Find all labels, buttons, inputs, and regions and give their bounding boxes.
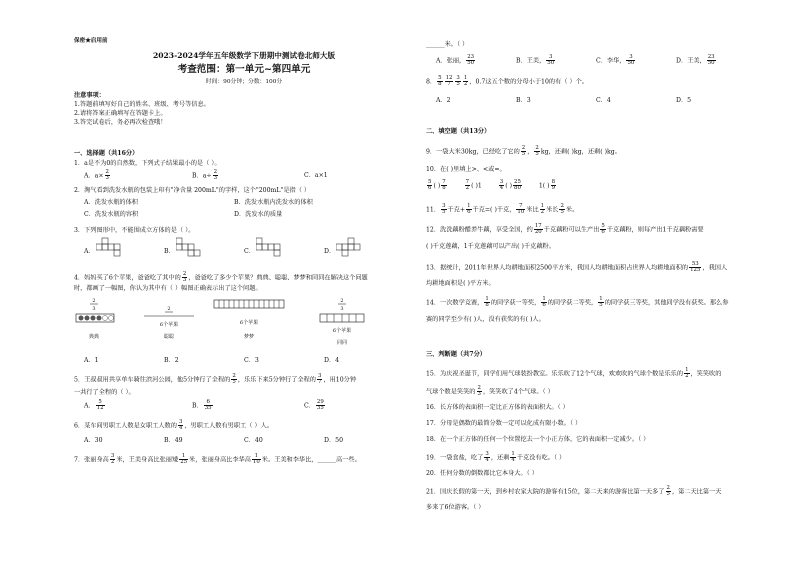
q2-option-b: B．洗发水瓶内洗发水的体积 [234,199,313,206]
q1-option-a: A．a× $\frac{2}{3}$ [84,169,109,182]
q5-option-a: A． $\frac{5}{12}$ [84,399,104,412]
q8-option-b: B．3 [516,97,531,104]
time-score: 时间：90分钟；分数：100分 [205,79,283,85]
question-14-cont: 赛的同学至少有( )人，没有获奖的有( )人。 [426,316,545,323]
note-item: 2.请将答案正确填写在答题卡上。 [74,110,167,117]
left-column [74,0,414,562]
q4-option-c: C．3 [244,357,259,364]
q3-option-a: A． [84,248,95,255]
section-title: 三、判断题（共7分） [426,351,486,358]
q1-option-c: C．a×1 [304,172,328,179]
q4-option-a: A．1 [84,357,99,364]
question-4-cont: 时，都画了一幅图，你认为其中有（ ）幅图正确表示出了这个问题。 [74,285,262,292]
q1-option-b: B．a÷ $\frac{2}{3}$ [192,169,218,182]
question-6: 6．某车间男职工人数是女职工人数的 $\frac{3}{4}$ ，男职工人数有男职工（ ）人。 [74,419,273,432]
exam-subtitle: 考查范围：第一单元~第四单元 [177,64,311,75]
q4-label-meng: 梦梦 [243,334,255,340]
q7-option-a: A．张丽， $\frac{23}{50}$ [436,54,475,67]
question-2: 2．淘气看到洗发水瓶的包装上印有"净含量 200mL"的字样，这个"200mL"是指（ ） [74,187,311,194]
question-18: 18．在一个正方体的任何一个位置挖去一个小正方体，它的表面积一定减少。（ ） [426,436,650,443]
svg-text:2: 2 [340,298,344,304]
question-7-cont: ______米。（ ） [426,41,469,48]
question-9: 9．一袋大米30kg，已经吃了它的 $\frac{2}{5}$ ， $\frac{2}{5}$ kg，还剩( )kg，还剩( )kg。 [426,145,621,158]
q4-option-b: B．2 [164,357,179,364]
q10-compare-row: $\frac{5}{6}$ ( ) $\frac{7}{8}$ $\frac{7}{2}$ ( )1 $\frac{3}{4}$ ( ) $\frac{25}{80}$ 1( ) $\frac{8}{9}$ [428,179,556,192]
q6-option-b: B．49 [164,437,183,444]
q4-label-cong: 聪聪 [163,334,175,340]
question-4: 4．妈妈买了6个苹果，爸爸吃了其中的 $\frac{2}{3}$ ，爸爸吃了多少个苹果？典典、聪聪、梦梦和同同在解决这个问题 [74,271,368,284]
question-12-cont: ( )千克莲藕，1千克莲藕可以产出( )千克藕粉。 [426,243,555,250]
q7-option-c: C．李华， $\frac{3}{50}$ [596,54,635,67]
q2-option-a: A．洗发水瓶的体积 [84,199,138,206]
question-5-cont: 一共行了全程的（ ）。 [74,389,135,396]
q7-option-b: B．王美， $\frac{3}{50}$ [516,54,555,67]
question-10: 10．在( )里填上>、<或=。 [426,166,506,173]
question-17: 17．分母是偶数的最简分数一定可以化成有限小数。（ ） [426,420,582,427]
q4-diagrams [74,294,414,354]
q2-option-d: D．洗发水的质量 [234,211,283,218]
question-16: 16．长方体的表面积一定比正方体的表面积大。（ ） [426,404,569,411]
question-7: 7．张丽身高 $\frac{3}{2}$ 米，王美身高比张丽矮 $\frac{1}{25}$ 米，张丽身高比李华高 $\frac{1}{10}$ 米。王美和李华比，______高一些。 [74,453,361,466]
question-19: 19．一袋食盐，吃了 $\frac{3}{4}$ ，还剩 $\frac{1}{4}$ 千克没有吃。（ ） [426,451,566,464]
question-15-cont: 气球个数是笑笑的 $\frac{2}{3}$ ，笑笑吹了4个气球。（ ） [426,385,554,398]
section-title: 一、选择题（共16分） [74,150,139,157]
right-column [426,0,766,562]
svg-text:2: 2 [92,298,96,304]
q4-caption: 6个苹果 [239,320,259,326]
q6-option-a: A．30 [84,437,103,444]
question-21-cont: 多来了6位游客。（ ） [426,504,485,511]
q3-option-d: D． [324,248,336,255]
q6-option-d: D．50 [324,437,344,444]
question-14: 14．一次数学竞赛， $\frac{1}{8}$ 的同学获一等奖， $\frac{1}{6}$ 的同学获二等奖， $\frac{1}{5}$ 的同学获三等奖，其他同学没有获奖。那么参 [426,296,729,309]
q8-option-c: C．4 [596,97,611,104]
q4-caption: 6个苹果 [159,322,179,328]
svg-text:2: 2 [167,306,171,312]
q3-option-c: C． [244,248,255,255]
q4-label-tong: 同同 [336,340,348,346]
q6-option-c: C．40 [244,437,263,444]
q4-option-d: D．4 [324,357,340,364]
secret-label: 保密★启用前 [74,38,108,44]
question-20: 20．任何分数的倒数都比它本身大。（ ） [426,470,538,477]
question-12: 12．洗洗藕粉醋养牛藕，享受全国，约 $\frac{17}{20}$ 千克藕粉可以生产出 $\frac{5}{6}$ 千克藕粉，则每产出1千克藕粉需要 [426,223,704,236]
cube-net-c [256,236,296,266]
q7-option-d: D．王美， $\frac{23}{50}$ [676,54,715,67]
q4-caption: 6个苹果 [332,328,352,334]
question-8: 8． $\frac{5}{8}$ $\frac{12}{7}$ $\frac{3}{5}$ $\frac{1}{2}$ ，0.7这五个数的分母小于10的有（ ）个。 [426,75,588,88]
notes-title: 注意事项： [74,92,105,99]
question-11: 11． $\frac{3}{5}$ 千克+ $\frac{1}{6}$ 千克=( )千克， $\frac{7}{10}$ 米比 $\frac{1}{2}$ 米长 $\frac{2}{5}$ 米。 [426,203,579,216]
question-21: 21．国庆长假的第一天，到乡村农家大院的游客有15位，第二天来的游客比第一天多了 $\frac{2}{5}$ ，第二天比第一天 [426,485,722,498]
cube-net-b [176,236,216,266]
question-1: 1．a是不为0的自然数，下列式子结果最小的是（ ）。 [74,160,221,167]
q8-option-a: A．2 [436,97,451,104]
svg-text:3: 3 [340,306,344,312]
question-3: 3．下列图形中，不能围成立方体的是（ ）。 [74,227,195,234]
note-item: 1.答题前填写好自己的姓名、班级、考号等信息。 [74,101,210,108]
cube-net-a [96,236,136,266]
question-5: 5．王叔叔用共享单车骑往滨河公园，他5分钟行了全程的 $\frac{2}{5}$ ，乐乐下来5分钟行了全程的 $\frac{3}{7}$ ，用10分钟 [74,373,357,386]
cube-net-d [336,236,376,266]
question-13: 13．据统计，2011年世界人均耕地面积2500平方米，我国人均耕地面积占世界人均耕地面积的 $\frac{53}{125}$ ，我国人 [426,261,728,274]
question-13-cont: 均耕地面积是( )平方米。 [426,280,495,287]
question-15: 15．为庆祝圣诞节，同学们用气球装扮教室。乐乐吹了12个气球，欢欢吹的气球个数是乐乐的 $\frac{1}{2}$ ，笑笑吹的 [426,367,722,380]
q2-option-c: C．洗发水瓶的容积 [84,211,139,218]
q8-option-d: D．5 [676,97,692,104]
q5-option-b: B． $\frac{6}{35}$ [192,399,212,412]
q5-option-c: C． $\frac{29}{35}$ [304,399,324,412]
svg-text:3: 3 [92,306,96,312]
section-title: 二、填空题（共13分） [426,128,491,135]
q4-label-dian: 典典 [88,334,100,340]
q3-option-b: B． [164,248,175,255]
note-item: 3.答完试卷后，务必再次检查哦！ [74,119,167,126]
exam-title: 2023-2024学年五年级数学下册期中测试卷北师大版 [152,51,336,60]
